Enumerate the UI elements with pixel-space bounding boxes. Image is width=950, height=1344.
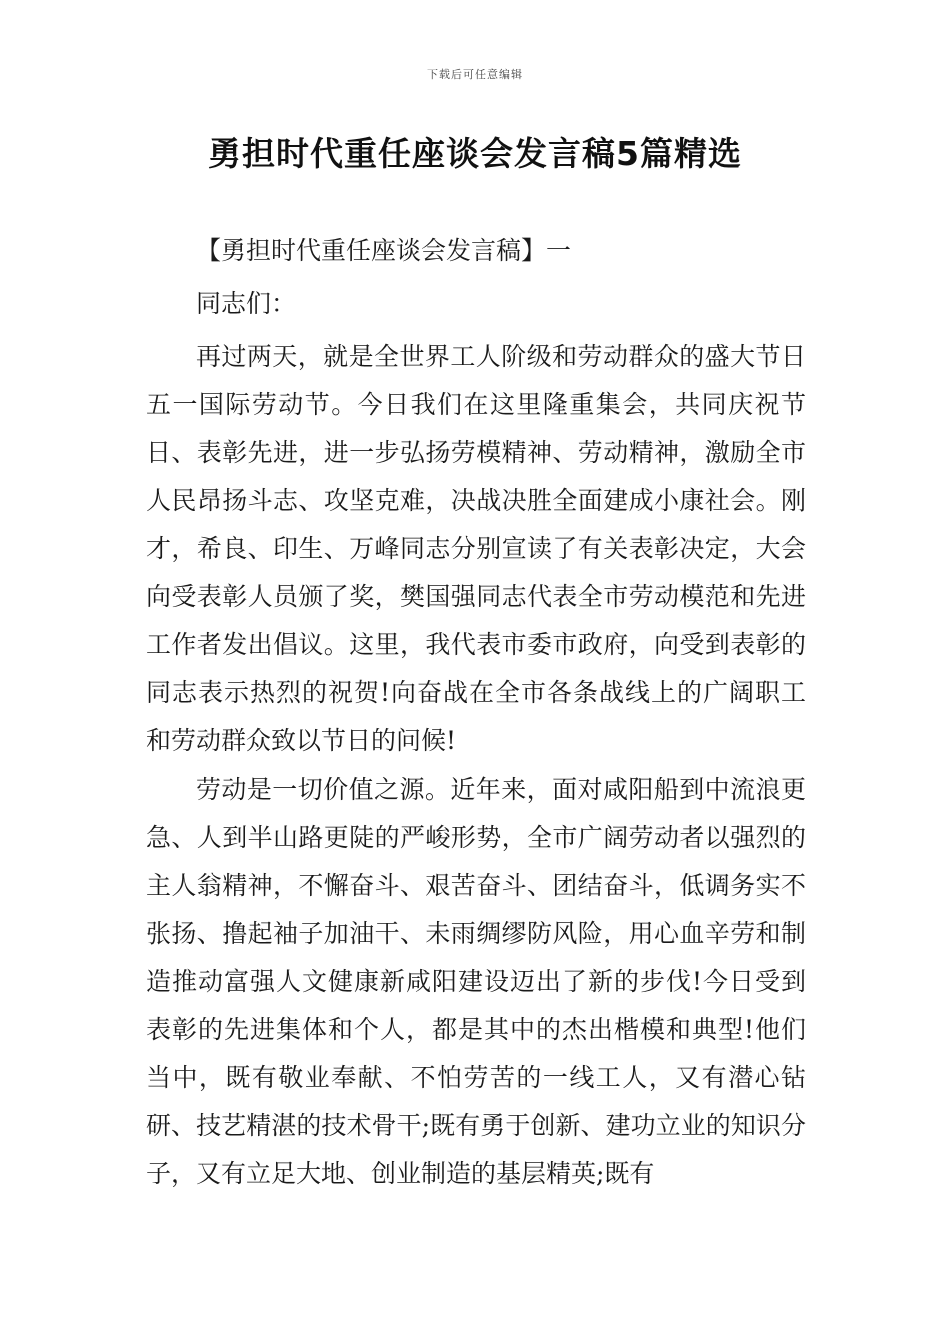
- document-body: [146, 227, 806, 1199]
- section-heading: 【勇担时代重任座谈会发言稿】一: [196, 236, 572, 265]
- salutation: 同志们：: [196, 289, 297, 318]
- document-title: 勇担时代重任座谈会发言稿5篇精选: [208, 134, 742, 173]
- header-note: 下载后可任意编辑: [427, 68, 523, 81]
- body-paragraph: 再过两天，就是全世界工人阶级和劳动群众的盛大节日五一国际劳动节。今日我们在这里隆重集会，共同庆祝节日、表彰先进，进一步弘扬劳模精神、劳动精神，激励全市人民昂扬斗志、攻坚克难，决战决胜全面建成小康社会。刚才，希良、印生、万峰同志分别宣读了有关表彰决定，大会向受表彰人员颁了奖，樊国强同志代表全市劳动模范和先进工作者发出倡议。这里，我代表市委市政府，向受到表彰的同志表示热烈的祝贺!向奋战在全市各条战线上的广阔职工和劳动群众致以节日的问候!: [146, 342, 806, 755]
- body-paragraph: 劳动是一切价值之源。近年来，面对咸阳船到中流浪更急、人到半山路更陡的严峻形势，全市广阔劳动者以强烈的主人翁精神，不懈奋斗、艰苦奋斗、团结奋斗，低调务实不张扬、撸起袖子加油干、未雨绸缪防风险，用心血辛劳和制造推动富强人文健康新咸阳建设迈出了新的步伐!今日受到表彰的先进集体和个人，都是其中的杰出楷模和典型!他们当中，既有敬业奉献、不怕劳苦的一线工人，又有潜心钻研、技艺精湛的技术骨干;既有勇于创新、建功立业的知识分子，又有立足大地、创业制造的基层精英;既有: [146, 775, 806, 1188]
